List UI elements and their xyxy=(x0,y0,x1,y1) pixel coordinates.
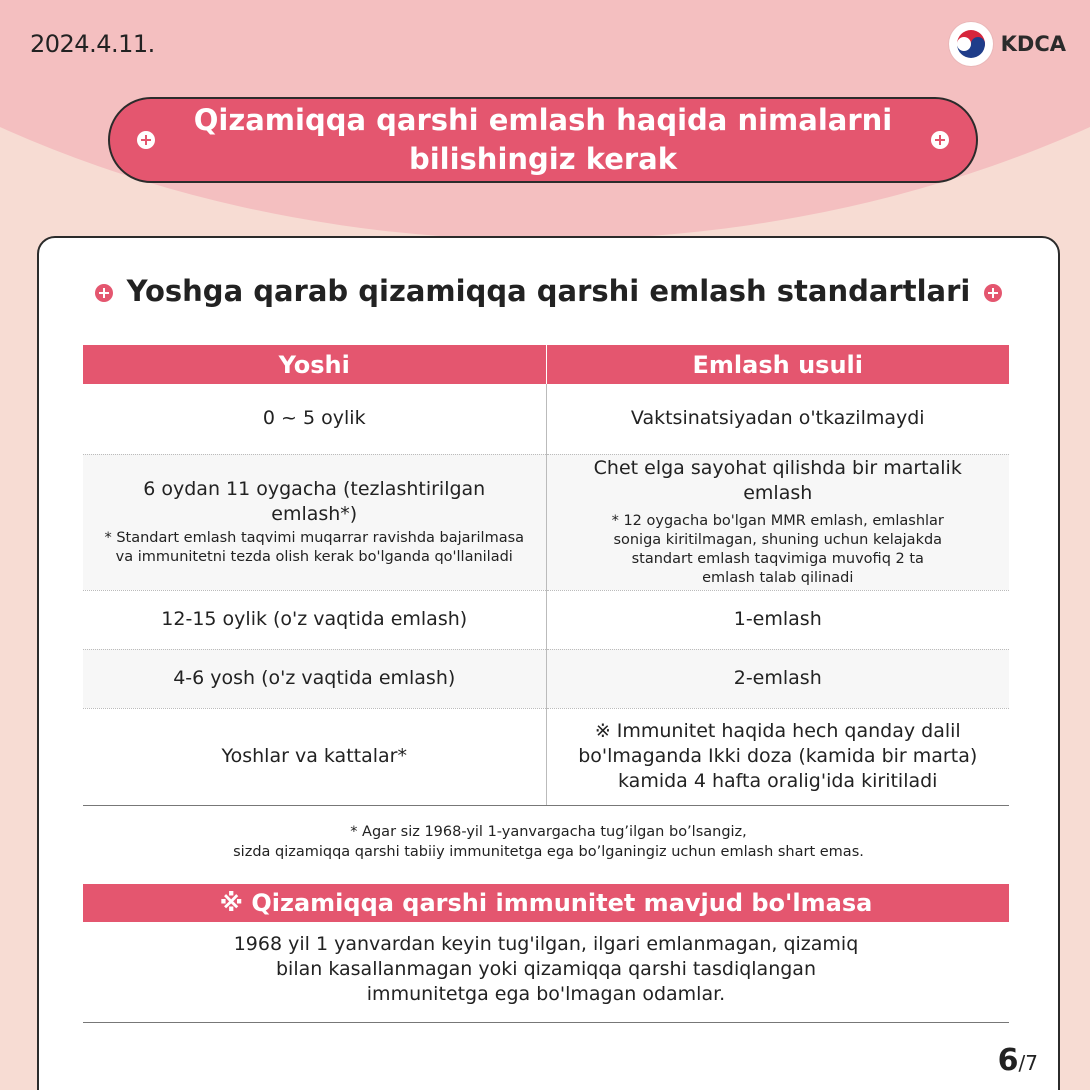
section-title-text: Yoshga qarab qizamiqqa qarshi emlash standartlari xyxy=(126,274,971,308)
age-cell xyxy=(83,708,546,805)
immunity-description-text: 1968 yil 1 yanvardan keyin tug'ilgan, ilgari emlanmagan, qizamiq bilan kasallanmagan yoki qizamiqqa qarshi tasdiqlangan immunitetga ega bo'lmagan odamlar. xyxy=(233,933,859,1005)
method-cell xyxy=(546,649,1009,708)
age-text: 12-15 oylik (o'z vaqtida emlash) xyxy=(161,608,468,630)
kdca-logo xyxy=(949,22,1066,66)
table-row xyxy=(83,649,1009,708)
age-text: 4-6 yosh (o'z vaqtida emlash) xyxy=(173,667,456,689)
logo-text: KDCA xyxy=(1000,32,1066,56)
method-cell xyxy=(546,708,1009,805)
title-banner xyxy=(108,97,978,183)
method-cell xyxy=(546,590,1009,649)
table-row xyxy=(83,590,1009,649)
section-title xyxy=(39,274,1058,308)
current-page: 6 xyxy=(997,1043,1019,1078)
table-row xyxy=(83,384,1009,454)
method-cell xyxy=(546,384,1009,454)
age-text: Yoshlar va kattalar* xyxy=(221,745,407,767)
method-text: Chet elga sayohat qilishda bir martalik emlash xyxy=(593,457,962,504)
footnote-line: * Agar siz 1968-yil 1-yanvargacha tug’ilgan bo’lsangiz, xyxy=(350,824,747,840)
method-note: * 12 oygacha bo'lgan MMR emlash, emlashlar soniga kiritilmagan, shuning uchun kelajakda standart emlash taqvimiga muvofiq 2 ta emlash talab qilinadi xyxy=(611,513,944,586)
method-text: ※ Immunitet haqida hech qanday dalil bo'lmaganda Ikki doza (kamida bir marta) kamida 4 hafta oralig'ida kiritiladi xyxy=(578,720,978,792)
immunity-banner: ※ Qizamiqqa qarshi immunitet mavjud bo'lmasa xyxy=(83,884,1009,922)
method-text: Vaktsinatsiyadan o'tkazilmaydi xyxy=(630,407,925,430)
table-row xyxy=(83,454,1009,590)
age-cell xyxy=(83,590,546,649)
vaccination-table xyxy=(83,345,1009,806)
age-cell xyxy=(83,384,546,454)
age-text: 0 ~ 5 oylik xyxy=(262,407,366,430)
plus-icon xyxy=(137,131,155,149)
table-row xyxy=(83,708,1009,805)
immunity-description xyxy=(83,932,1009,1007)
table-header-row xyxy=(83,345,1009,384)
content-card xyxy=(37,236,1060,1090)
column-header-age: Yoshi xyxy=(83,345,546,384)
age-text: 6 oydan 11 oygacha (tezlashtirilgan emlash*) xyxy=(143,478,486,525)
plus-icon xyxy=(931,131,949,149)
plus-icon xyxy=(984,284,1002,302)
method-text: 2-emlash xyxy=(733,667,822,689)
divider xyxy=(83,1022,1009,1023)
age-note: * Standart emlash taqvimi muqarrar ravishda bajarilmasa va immunitetni tezda olish kerak bo'lganda qo'llaniladi xyxy=(104,530,525,565)
plus-icon xyxy=(95,284,113,302)
total-pages: /7 xyxy=(1018,1051,1038,1075)
date-label: 2024.4.11. xyxy=(30,30,155,58)
method-text: 1-emlash xyxy=(733,608,822,630)
taegeuk-icon xyxy=(949,22,993,66)
method-cell xyxy=(546,454,1009,590)
age-cell xyxy=(83,454,546,590)
page-indicator xyxy=(998,1043,1038,1078)
footnote xyxy=(39,822,1058,862)
age-cell xyxy=(83,649,546,708)
column-header-method: Emlash usuli xyxy=(546,345,1009,384)
footnote-line: sizda qizamiqqa qarshi tabiiy immunitetga ega bo’lganingiz uchun emlash shart emas. xyxy=(233,844,864,860)
page-title: Qizamiqqa qarshi emlash haqida nimalarni bilishingiz kerak xyxy=(193,103,893,176)
